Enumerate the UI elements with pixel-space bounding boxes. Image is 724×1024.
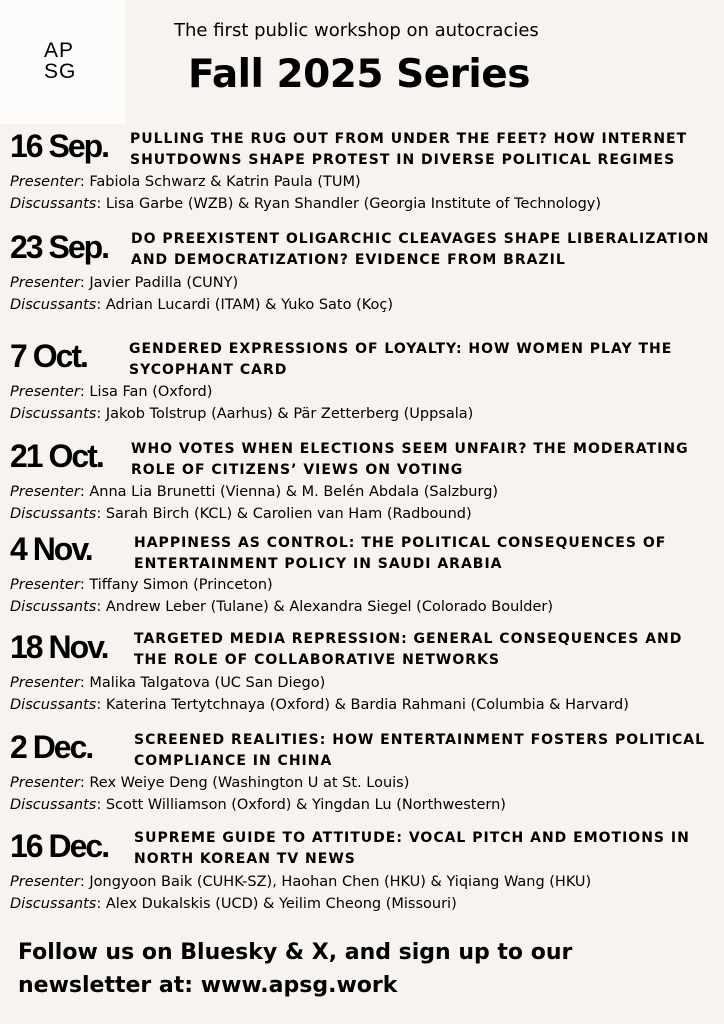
subtitle: The first public workshop on autocracies bbox=[174, 20, 539, 41]
discussants-line: Discussants: Katerina Tertytchnaya (Oxford) & Bardia Rahmani (Columbia & Harvard) bbox=[10, 697, 629, 713]
presenter-line: Presenter: Fabiola Schwarz & Katrin Paula (TUM) bbox=[10, 174, 361, 190]
presenter-label: Presenter bbox=[10, 874, 80, 890]
page-title: Fall 2025 Series bbox=[188, 52, 530, 97]
discussant-names: Andrew Leber (Tulane) & Alexandra Siegel (Colorado Boulder) bbox=[105, 599, 554, 615]
presenter-line: Presenter: Anna Lia Brunetti (Vienna) & M. Belén Abdala (Salzburg) bbox=[10, 484, 499, 500]
discussants-line: Discussants: Adrian Lucardi (ITAM) & Yuko Sato (Koç) bbox=[10, 297, 394, 313]
presenter-label: Presenter bbox=[10, 484, 80, 500]
event-title: DO PREEXISTENT OLIGARCHIC CLEAVAGES SHAPE LIBERALIZATION AND DEMOCRATIZATION? EVIDENCE FROM BRAZIL bbox=[131, 231, 710, 268]
discussants-label: Discussants bbox=[10, 797, 97, 813]
presenter-line: Presenter: Malika Talgatova (UC San Diego) bbox=[10, 675, 326, 691]
event-title: PULLING THE RUG OUT FROM UNDER THE FEET? HOW INTERNET SHUTDOWNS SHAPE PROTEST IN DIVERSE POLITICAL REGIMES bbox=[130, 131, 688, 168]
discussant-names: Alex Dukalskis (UCD) & Yeilim Cheong (Missouri) bbox=[105, 896, 457, 912]
event-title: HAPPINESS AS CONTROL: THE POLITICAL CONSEQUENCES OF ENTERTAINMENT POLICY IN SAUDI ARABIA bbox=[134, 535, 667, 572]
discussants-label: Discussants bbox=[10, 297, 97, 313]
discussants-line: Discussants: Sarah Birch (KCL) & Carolien van Ham (Radbound) bbox=[10, 506, 472, 522]
discussants-line: Discussants: Andrew Leber (Tulane) & Alexandra Siegel (Colorado Boulder) bbox=[10, 599, 554, 615]
event-date: 21 Oct. bbox=[10, 438, 103, 474]
discussant-names: Lisa Garbe (WZB) & Ryan Shandler (Georgia Institute of Technology) bbox=[105, 196, 602, 212]
event-date: 7 Oct. bbox=[10, 338, 87, 374]
presenter-line: Presenter: Javier Padilla (CUNY) bbox=[10, 275, 239, 291]
presenter-names: Jongyoon Baik (CUHK-SZ), Haohan Chen (HKU) & Yiqiang Wang (HKU) bbox=[89, 874, 592, 890]
discussant-names: Katerina Tertytchnaya (Oxford) & Bardia Rahmani (Columbia & Harvard) bbox=[105, 697, 629, 713]
discussants-label: Discussants bbox=[10, 506, 97, 522]
event-title: WHO VOTES WHEN ELECTIONS SEEM UNFAIR? THE MODERATING ROLE OF CITIZENS’ VIEWS ON VOTING bbox=[131, 441, 689, 478]
discussants-label: Discussants bbox=[10, 599, 97, 615]
discussants-line: Discussants: Alex Dukalskis (UCD) & Yeilim Cheong (Missouri) bbox=[10, 896, 457, 912]
presenter-line: Presenter: Jongyoon Baik (CUHK-SZ), Haohan Chen (HKU) & Yiqiang Wang (HKU) bbox=[10, 874, 592, 890]
discussants-label: Discussants bbox=[10, 406, 97, 422]
apsg-logo: AP SG bbox=[44, 39, 77, 83]
discussant-names: Adrian Lucardi (ITAM) & Yuko Sato (Koç) bbox=[105, 297, 394, 313]
event-title: GENDERED EXPRESSIONS OF LOYALTY: HOW WOMEN PLAY THE SYCOPHANT CARD bbox=[129, 341, 673, 378]
discussants-label: Discussants bbox=[10, 697, 97, 713]
presenter-names: Tiffany Simon (Princeton) bbox=[89, 577, 273, 593]
presenter-label: Presenter bbox=[10, 384, 80, 400]
discussant-names: Sarah Birch (KCL) & Carolien van Ham (Radbound) bbox=[105, 506, 472, 522]
footer-text: Follow us on Bluesky & X, and sign up to our newsletter at: www.apsg.work bbox=[18, 940, 573, 998]
presenter-names: Malika Talgatova (UC San Diego) bbox=[89, 675, 326, 691]
discussant-names: Jakob Tolstrup (Aarhus) & Pär Zetterberg (Uppsala) bbox=[105, 406, 474, 422]
event-date: 23 Sep. bbox=[10, 229, 109, 265]
discussants-label: Discussants bbox=[10, 196, 97, 212]
event-date: 18 Nov. bbox=[10, 629, 108, 665]
presenter-line: Presenter: Rex Weiye Deng (Washington U at St. Louis) bbox=[10, 775, 410, 791]
discussants-line: Discussants: Jakob Tolstrup (Aarhus) & Pär Zetterberg (Uppsala) bbox=[10, 406, 474, 422]
discussants-line: Discussants: Lisa Garbe (WZB) & Ryan Shandler (Georgia Institute of Technology) bbox=[10, 196, 602, 212]
presenter-label: Presenter bbox=[10, 675, 80, 691]
presenter-label: Presenter bbox=[10, 775, 80, 791]
event-date: 16 Dec. bbox=[10, 828, 109, 864]
event-title: SCREENED REALITIES: HOW ENTERTAINMENT FOSTERS POLITICAL COMPLIANCE IN CHINA bbox=[134, 732, 706, 769]
event-date: 4 Nov. bbox=[10, 531, 92, 567]
event-title: SUPREME GUIDE TO ATTITUDE: VOCAL PITCH AND EMOTIONS IN NORTH KOREAN TV NEWS bbox=[134, 830, 690, 867]
logo-box bbox=[0, 0, 126, 124]
presenter-line: Presenter: Tiffany Simon (Princeton) bbox=[10, 577, 273, 593]
presenter-names: Rex Weiye Deng (Washington U at St. Louis) bbox=[89, 775, 410, 791]
presenter-names: Lisa Fan (Oxford) bbox=[89, 384, 213, 400]
presenter-label: Presenter bbox=[10, 174, 80, 190]
event-date: 2 Dec. bbox=[10, 729, 93, 765]
discussants-label: Discussants bbox=[10, 896, 97, 912]
presenter-names: Anna Lia Brunetti (Vienna) & M. Belén Abdala (Salzburg) bbox=[89, 484, 499, 500]
discussants-line: Discussants: Scott Williamson (Oxford) & Yingdan Lu (Northwestern) bbox=[10, 797, 506, 813]
event-date: 16 Sep. bbox=[10, 128, 109, 164]
presenter-label: Presenter bbox=[10, 275, 80, 291]
presenter-line: Presenter: Lisa Fan (Oxford) bbox=[10, 384, 213, 400]
event-title: TARGETED MEDIA REPRESSION: GENERAL CONSEQUENCES AND THE ROLE OF COLLABORATIVE NETWORKS bbox=[134, 631, 683, 668]
presenter-names: Javier Padilla (CUNY) bbox=[89, 275, 239, 291]
discussant-names: Scott Williamson (Oxford) & Yingdan Lu (Northwestern) bbox=[105, 797, 506, 813]
presenter-label: Presenter bbox=[10, 577, 80, 593]
presenter-names: Fabiola Schwarz & Katrin Paula (TUM) bbox=[89, 174, 361, 190]
